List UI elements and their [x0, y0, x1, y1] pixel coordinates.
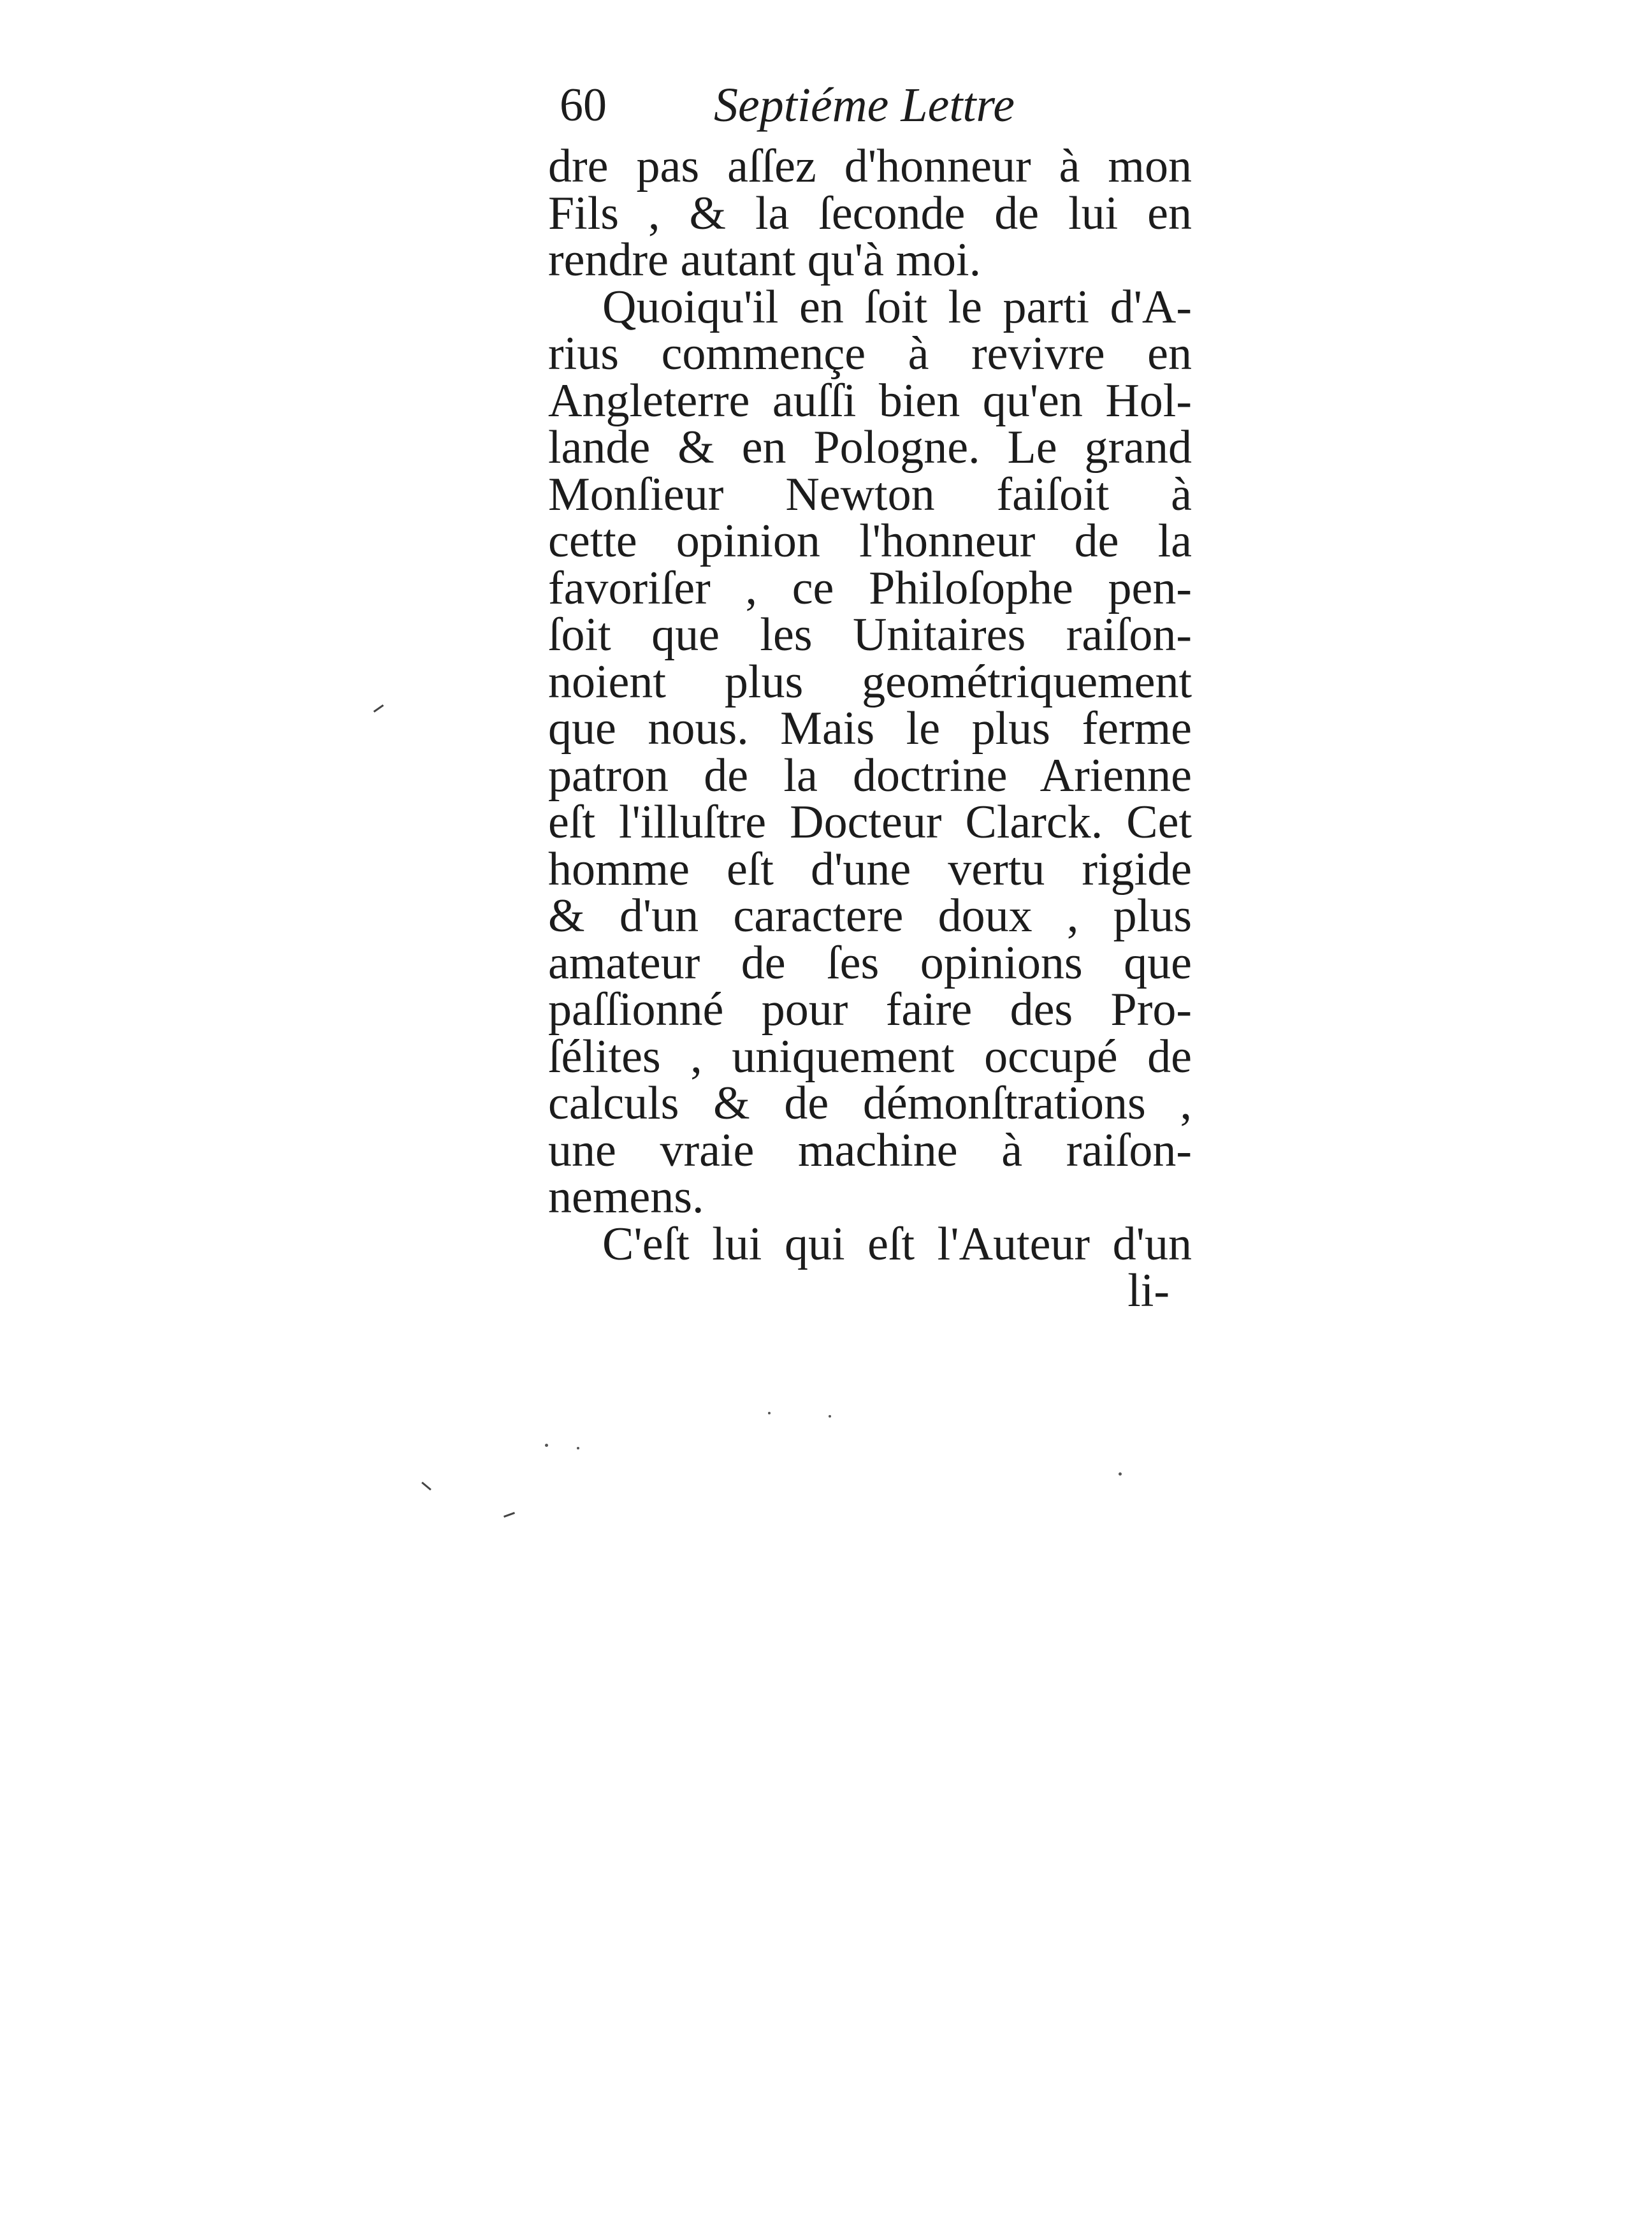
scan-mark [504, 1512, 515, 1518]
text-line: dre pas aſſez d'honneur à mon [548, 140, 1192, 192]
text-line: cette opinion l'honneur de la [548, 515, 1192, 567]
scan-speck [545, 1444, 548, 1447]
text-line: Angleterre auſſi bien qu'en Hol- [548, 374, 1192, 427]
text-line: Monſieur Newton faiſoit à [548, 468, 1192, 521]
text-line: favoriſer , ce Philoſophe pen- [548, 562, 1192, 614]
scan-speck [577, 1447, 579, 1449]
page-number: 60 [560, 79, 607, 131]
text-line: & d'un caractere doux , plus [548, 890, 1192, 942]
text-line: rendre autant qu'à moi. [548, 234, 982, 286]
paragraph-start-line: C'eſt lui qui eſt l'Auteur d'un [602, 1217, 1192, 1270]
text-line: nemens. [548, 1171, 704, 1223]
scan-speck [1119, 1472, 1122, 1476]
text-line: une vraie machine à raiſon- [548, 1124, 1192, 1177]
text-block [548, 67, 1192, 1315]
text-line: homme eſt d'une vertu rigide [548, 843, 1192, 896]
text-line: patron de la doctrine Arienne [548, 749, 1192, 802]
catchword: li- [1127, 1265, 1170, 1317]
text-line: lande & en Pologne. Le grand [548, 421, 1192, 474]
text-line: paſſionné pour faire des Pro- [548, 984, 1192, 1036]
text-line: noient plus geométriquement [548, 655, 1192, 708]
scan-mark [421, 1482, 431, 1491]
scan-speck [768, 1412, 771, 1414]
text-line: eſt l'illuſtre Docteur Clarck. Cet [548, 796, 1192, 848]
running-title: Septiéme Lettre [714, 78, 1015, 132]
text-line: que nous. Mais le plus ferme [548, 702, 1192, 755]
text-line: ſélites , uniquement occupé de [548, 1030, 1192, 1083]
scan-mark [373, 704, 384, 713]
scan-speck [829, 1415, 831, 1418]
text-line: amateur de ſes opinions que [548, 936, 1192, 989]
text-line: ſoit que les Unitaires raiſon- [548, 609, 1192, 661]
text-line: calculs & de démonſtrations , [548, 1077, 1192, 1129]
text-line: rius commençe à revivre en [548, 328, 1192, 380]
text-line: Fils , & la ſeconde de lui en [548, 187, 1192, 240]
page-header [548, 67, 1192, 143]
paragraph-start-line: Quoiqu'il en ſoit le parti d'A- [602, 280, 1192, 333]
